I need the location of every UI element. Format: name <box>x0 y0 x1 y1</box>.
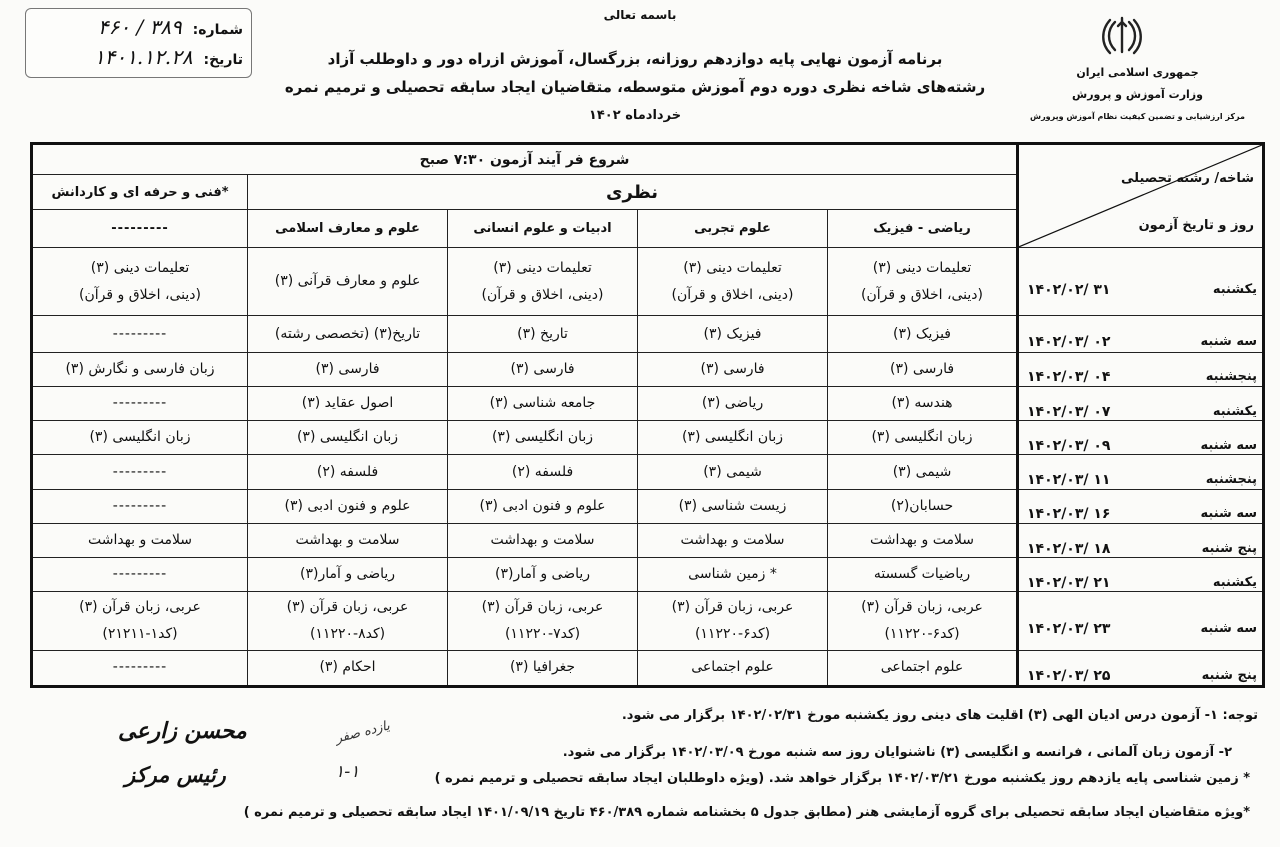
subject-cell <box>248 523 448 557</box>
exam-date: ۱۴۰۲/۰۳/ ۰۲ <box>1027 333 1111 350</box>
letter-meta-box <box>25 8 252 78</box>
subject-name: علوم و فنون ادبی (۳) <box>479 497 606 514</box>
group-technical-header: *فنی و حرفه ای و کاردانش <box>32 175 248 210</box>
exam-day-cell <box>1018 523 1264 557</box>
subject-name: ریاضی و آمار(۳) <box>495 566 591 583</box>
subject-cell <box>248 352 448 386</box>
exam-date: ۱۴۰۲/۰۳/ ۰۴ <box>1027 369 1111 386</box>
signature-name: محسن زارعی <box>118 718 247 744</box>
subject-name: سلامت و بهداشت <box>680 532 785 549</box>
subject-cell <box>448 421 638 455</box>
table-row <box>32 386 1264 420</box>
letter-number-row <box>98 15 243 39</box>
exam-date: ۱۴۰۲/۰۲/ ۳۱ <box>1027 281 1111 298</box>
exam-day: سه شنبه <box>1200 620 1258 636</box>
subject-name: زیست شناسی (۳) <box>678 497 787 514</box>
exam-date: ۱۴۰۲/۰۳/ ۱۶ <box>1027 506 1111 523</box>
subject-name: اصول عقاید (۳) <box>301 395 394 412</box>
exam-day-cell <box>1018 650 1264 686</box>
table-header-row-start <box>32 144 1264 175</box>
subject-cell <box>638 455 828 489</box>
subject-cell <box>248 455 448 489</box>
subject-cell <box>32 352 248 386</box>
subject-name: عربی، زبان قرآن (۳) <box>861 599 983 616</box>
subject-cell <box>32 386 248 420</box>
exam-date: ۱۴۰۲/۰۳/ ۱۸ <box>1027 540 1111 557</box>
subject-name: تاریخ(۳) (تخصصی رشته) <box>274 325 421 342</box>
exam-date: ۱۴۰۲/۰۳/ ۲۱ <box>1027 574 1111 591</box>
table-row <box>32 316 1264 352</box>
subject-name: * زمین شناسی <box>688 566 777 583</box>
page-subtitle: رشته‌های شاخه نظری دوره دوم آموزش متوسطه، متقاضیان ایجاد سابقه تحصیلی و ترمیم نمره <box>284 78 986 96</box>
letter-number-label: شماره: <box>192 22 243 38</box>
subject-name: سلامت و بهداشت <box>869 532 975 549</box>
exam-day: یکشنبه <box>1212 574 1258 590</box>
exam-day: پنجشنبه <box>1205 369 1258 385</box>
note-4: *ویژه متقاضیان ایجاد سابقه تحصیلی برای گروه آزمایشی هنر (مطابق جدول ۵ بخشنامه شماره ۴۶۰/۳۸۹ تاریخ ۱۴۰۱/۰۹/۱۹ ایجاد سابقه تحصیلی و ترمیم نمره ) <box>243 805 1250 820</box>
subject-name: سلامت و بهداشت <box>295 532 400 549</box>
subject-cell <box>828 558 1018 592</box>
subject-name: علوم و فنون ادبی (۳) <box>284 497 411 514</box>
field-header-3: علوم و معارف اسلامی <box>248 210 448 247</box>
subject-name: علوم اجتماعی <box>880 659 964 676</box>
subject-cell <box>448 316 638 352</box>
subject-name: --------- <box>112 497 168 514</box>
page-title: برنامه آزمون نهایی پایه دوازدهم روزانه، بزرگسال، آموزش ازراه دور و داوطلب آزاد <box>327 50 943 68</box>
exam-day: سه شنبه <box>1200 506 1258 522</box>
subject-cell <box>828 489 1018 523</box>
exam-start-time: شروع فر آیند آزمون ۷:۳۰ صبح <box>32 144 1018 175</box>
table-row <box>32 489 1264 523</box>
subject-name: تعلیمات دینی (۳) <box>493 259 592 276</box>
table-row <box>32 421 1264 455</box>
subject-cell <box>638 386 828 420</box>
subject-name: فارسی (۳) <box>315 360 380 377</box>
subject-cell <box>248 386 448 420</box>
page-date-heading: خردادماه ۱۴۰۲ <box>588 108 682 123</box>
handwritten-stamp-code: ۱-۱ <box>335 762 360 782</box>
subject-detail: (کد۷-۱۱۲۲۰) <box>504 625 581 642</box>
letter-date-label: تاریخ: <box>203 52 243 68</box>
subject-cell <box>448 592 638 650</box>
exam-date: ۱۴۰۲/۰۳/ ۲۵ <box>1027 667 1111 684</box>
subject-name: فیزیک (۳) <box>703 325 762 342</box>
subject-cell <box>32 558 248 592</box>
exam-day-cell <box>1018 489 1264 523</box>
subject-name: تاریخ (۳) <box>517 325 568 342</box>
subject-name: علوم و معارف قرآنی (۳) <box>274 273 421 290</box>
subject-name: زبان انگلیسی (۳) <box>296 429 399 446</box>
subject-name: زبان انگلیسی (۳) <box>491 429 594 446</box>
subject-cell <box>448 352 638 386</box>
subject-name: حسابان(۲) <box>890 497 954 514</box>
subject-cell <box>828 455 1018 489</box>
subject-detail: (دینی، اخلاق و قرآن) <box>861 286 983 303</box>
table-row <box>32 558 1264 592</box>
table-row <box>32 592 1264 650</box>
subject-cell <box>828 247 1018 316</box>
bismillah-heading: باسمه تعالی <box>603 8 677 22</box>
exam-day-cell <box>1018 352 1264 386</box>
exam-day-cell <box>1018 316 1264 352</box>
field-header-2: ادبیات و علوم انسانی <box>448 210 638 247</box>
subject-name: سلامت و بهداشت <box>490 532 595 549</box>
field-header-4: --------- <box>32 210 248 247</box>
subject-cell <box>638 352 828 386</box>
subject-detail: (کد۱-۲۱۲۱۱) <box>102 625 178 642</box>
exam-date: ۱۴۰۲/۰۳/ ۲۳ <box>1027 620 1111 637</box>
subject-cell <box>448 455 638 489</box>
subject-name: عربی، زبان قرآن (۳) <box>79 599 201 616</box>
letter-number-value: ۴۶۰ / ۳۸۹ <box>97 15 182 39</box>
subject-name: عربی، زبان قرآن (۳) <box>481 599 604 616</box>
subject-cell <box>638 592 828 650</box>
subject-detail: (کد۸-۱۱۲۲۰) <box>309 625 386 642</box>
subject-name: فارسی (۳) <box>700 360 765 377</box>
subject-name: تعلیمات دینی (۳) <box>683 259 782 276</box>
subject-cell <box>828 592 1018 650</box>
subject-cell <box>638 650 828 686</box>
ministry-center: مرکز ارزشیابی و تضمین کیفیت نظام آموزش وپرورش <box>1030 112 1245 121</box>
subject-detail: (کد۶-۱۱۲۲۰) <box>694 625 771 642</box>
letter-date-value: ۱۴۰۱.۱۲.۲۸ <box>93 45 193 69</box>
subject-cell <box>828 421 1018 455</box>
corner-field-label: شاخه/ رشته تحصیلی <box>1121 171 1255 186</box>
subject-name: --------- <box>112 659 168 676</box>
subject-cell <box>828 523 1018 557</box>
subject-cell <box>638 316 828 352</box>
exam-day-cell <box>1018 421 1264 455</box>
subject-name: شیمی (۳) <box>892 463 952 480</box>
exam-date: ۱۴۰۲/۰۳/ ۰۷ <box>1027 403 1111 420</box>
exam-day: پنج شنبه <box>1201 667 1258 683</box>
table-row <box>32 650 1264 686</box>
subject-name: فلسفه (۲) <box>511 463 574 480</box>
subject-cell <box>448 650 638 686</box>
subject-name: فلسفه (۲) <box>316 463 379 480</box>
exam-day-cell <box>1018 455 1264 489</box>
exam-day: سه شنبه <box>1200 437 1258 453</box>
subject-cell <box>248 650 448 686</box>
subject-cell <box>248 421 448 455</box>
exam-date: ۱۴۰۲/۰۳/ ۰۹ <box>1027 437 1111 454</box>
exam-day-cell <box>1018 386 1264 420</box>
subject-name: --------- <box>112 566 168 583</box>
subject-detail: (کد۶-۱۱۲۲۰) <box>884 625 960 642</box>
subject-name: زبان فارسی و نگارش (۳) <box>65 360 215 377</box>
exam-day: یکشنبه <box>1212 403 1258 419</box>
subject-name: سلامت و بهداشت <box>87 532 193 549</box>
table-row <box>32 523 1264 557</box>
ministry-name: وزارت آموزش و پرورش <box>1072 88 1203 101</box>
subject-cell <box>448 386 638 420</box>
subject-name: فارسی (۳) <box>890 360 955 377</box>
subject-cell <box>638 523 828 557</box>
table-row <box>32 352 1264 386</box>
subject-cell <box>32 650 248 686</box>
subject-cell <box>638 489 828 523</box>
subject-cell <box>448 523 638 557</box>
subject-cell <box>32 247 248 316</box>
subject-name: زبان انگلیسی (۳) <box>89 429 191 446</box>
exam-schedule-table <box>30 142 1265 688</box>
subject-name: تعلیمات دینی (۳) <box>90 259 190 276</box>
subject-name: عربی، زبان قرآن (۳) <box>286 599 409 616</box>
subject-cell <box>828 386 1018 420</box>
subject-name: --------- <box>112 395 168 412</box>
iran-emblem-icon <box>1099 12 1145 58</box>
subject-name: ریاضی و آمار(۳) <box>300 566 396 583</box>
subject-name: زبان انگلیسی (۳) <box>871 429 973 446</box>
exam-day: سه شنبه <box>1200 333 1258 349</box>
subject-cell <box>248 558 448 592</box>
subject-cell <box>248 316 448 352</box>
subject-name: جامعه شناسی (۳) <box>489 395 596 412</box>
subject-cell <box>32 523 248 557</box>
subject-cell <box>448 247 638 316</box>
subject-cell <box>248 489 448 523</box>
subject-cell <box>32 421 248 455</box>
table-corner-cell <box>1018 144 1264 248</box>
subject-detail: (دینی، اخلاق و قرآن) <box>79 286 201 303</box>
exam-day: پنجشنبه <box>1205 472 1258 488</box>
group-theory-header: نظری <box>248 175 1018 210</box>
subject-name: جغرافیا (۳) <box>509 659 576 676</box>
subject-cell <box>638 558 828 592</box>
exam-date: ۱۴۰۲/۰۳/ ۱۱ <box>1027 472 1111 489</box>
exam-day-cell <box>1018 558 1264 592</box>
subject-name: ریاضیات گسسته <box>873 566 971 583</box>
subject-cell <box>448 489 638 523</box>
subject-cell <box>828 352 1018 386</box>
subject-name: عربی، زبان قرآن (۳) <box>671 599 794 616</box>
exam-day: یکشنبه <box>1212 281 1258 297</box>
subject-name: ریاضی (۳) <box>701 395 764 412</box>
letter-date-row <box>94 45 243 69</box>
note-2: ۲- آزمون زبان آلمانی ، فرانسه و انگلیسی (۳) ناشنوایان روز سه شنبه مورخ ۱۴۰۲/۰۳/۰۹ برگزار می شود. <box>562 745 1232 760</box>
exam-day-cell <box>1018 247 1264 316</box>
subject-cell <box>32 592 248 650</box>
subject-name: فیزیک (۳) <box>893 325 951 342</box>
signature-title: رئیس مرکز <box>125 762 226 787</box>
subject-cell <box>638 421 828 455</box>
subject-name: تعلیمات دینی (۳) <box>872 259 972 276</box>
subject-cell <box>32 455 248 489</box>
subject-name: زبان انگلیسی (۳) <box>681 429 784 446</box>
field-header-1: علوم تجربی <box>638 210 828 247</box>
subject-cell <box>448 558 638 592</box>
ministry-country: جمهوری اسلامی ایران <box>1076 66 1199 79</box>
subject-cell <box>828 650 1018 686</box>
subject-name: فارسی (۳) <box>510 360 575 377</box>
subject-name: شیمی (۳) <box>703 463 762 480</box>
subject-name: علوم اجتماعی <box>691 659 774 676</box>
handwritten-stamp-text: یازده صفر <box>334 718 392 747</box>
field-header-0: ریاضی - فیزیک <box>828 210 1018 247</box>
subject-cell <box>828 316 1018 352</box>
subject-name: --------- <box>112 325 168 342</box>
subject-cell <box>248 247 448 316</box>
subject-name: هندسه (۳) <box>891 395 953 412</box>
corner-date-label: روز و تاریخ آزمون <box>1138 217 1255 233</box>
table-row <box>32 455 1264 489</box>
subject-cell <box>248 592 448 650</box>
subject-name: احکام (۳) <box>319 659 376 676</box>
exam-day: پنج شنبه <box>1201 540 1258 556</box>
exam-day-cell <box>1018 592 1264 650</box>
subject-cell <box>32 489 248 523</box>
note-3: * زمین شناسی پایه یازدهم روز یکشنبه مورخ ۱۴۰۲/۰۳/۲۱ برگزار خواهد شد. (ویژه داوطلبان ایجاد سابقه تحصیلی و ترمیم نمره ) <box>434 771 1250 786</box>
subject-cell <box>32 316 248 352</box>
note-1: توجه: ۱- آزمون درس ادیان الهی (۳) اقلیت های دینی روز یکشنبه مورخ ۱۴۰۲/۰۲/۳۱ برگزار می شود. <box>621 708 1258 723</box>
subject-name: --------- <box>112 463 168 480</box>
table-row <box>32 247 1264 316</box>
subject-detail: (دینی، اخلاق و قرآن) <box>671 286 794 303</box>
subject-detail: (دینی، اخلاق و قرآن) <box>481 286 604 303</box>
subject-cell <box>638 247 828 316</box>
